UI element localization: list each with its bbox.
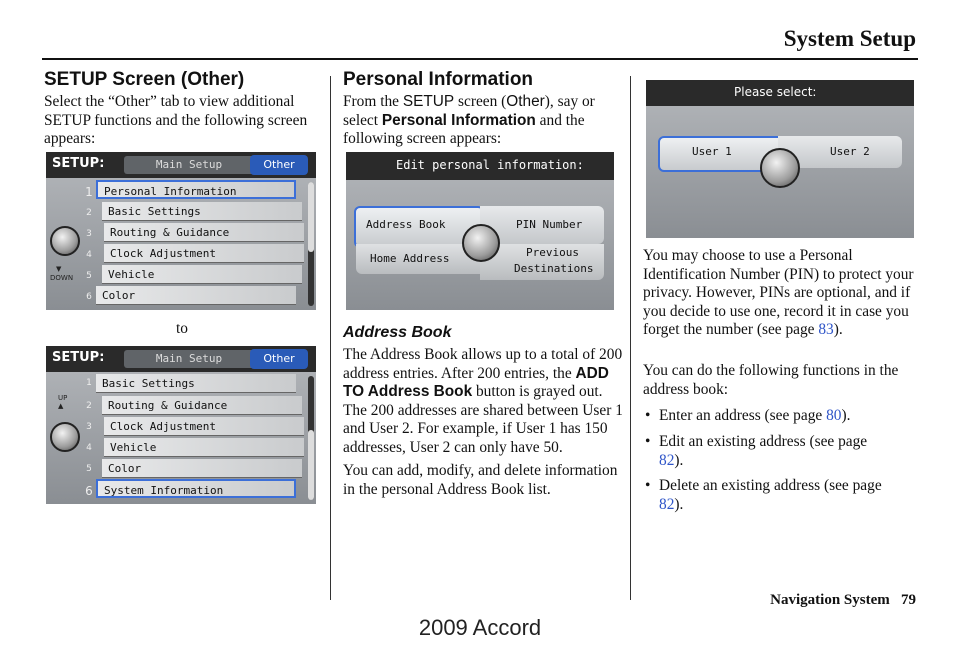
home-address-label: Home Address	[370, 252, 450, 265]
user-2-label: User 2	[830, 145, 870, 158]
pin-paragraph: You may choose to use a Personal Identification Number (PIN) to protect your privacy. However, PINs are optional, and if you decide to use one, record it in case you forget the number (see page 83).	[643, 247, 914, 339]
section-heading-personal-information: Personal Information	[343, 69, 534, 90]
bullet: •	[645, 407, 651, 424]
menu-item-system-information[interactable]: System Information	[96, 479, 296, 498]
list-item: Delete an existing address (see page 82).	[659, 477, 882, 513]
screen-title: Please select:	[734, 85, 817, 99]
column-divider	[330, 76, 331, 600]
menu-item-clock-adjustment[interactable]: Clock Adjustment	[104, 244, 304, 263]
menu-item-vehicle[interactable]: Vehicle	[104, 438, 304, 457]
selector-knob[interactable]	[50, 422, 80, 452]
scrollbar[interactable]	[308, 182, 314, 306]
header-rule	[42, 58, 918, 60]
user-select-screen	[646, 80, 914, 238]
destinations-label: Destinations	[514, 262, 594, 275]
item-number: 1	[85, 185, 93, 199]
page-link[interactable]: 82	[659, 451, 675, 469]
screen-title: Edit personal information:	[396, 158, 584, 172]
page-link[interactable]: 80	[826, 407, 842, 424]
scrollbar[interactable]	[308, 376, 314, 500]
to-label: to	[176, 320, 188, 337]
bullet: •	[645, 477, 651, 494]
setup-other-screen-2	[46, 346, 316, 504]
menu-item-routing-guidance[interactable]: Routing & Guidance	[104, 223, 304, 242]
item-number: 6	[86, 292, 92, 302]
menu-item-color[interactable]: Color	[102, 459, 302, 478]
selector-knob[interactable]	[760, 148, 800, 188]
tab-other[interactable]: Other	[250, 155, 308, 175]
list-item: Edit an existing address (see page 82).	[659, 433, 868, 469]
page-number: 79	[901, 592, 916, 608]
menu-item-basic-settings[interactable]: Basic Settings	[102, 202, 302, 221]
menu-item-color[interactable]: Color	[96, 286, 296, 305]
personal-information-intro: From the SETUP screen (Other), say or select Personal Information and the following screen appears:	[343, 93, 595, 148]
pin-number-label: PIN Number	[516, 218, 583, 231]
item-number: 3	[86, 422, 92, 432]
sub-heading-address-book: Address Book	[343, 324, 452, 341]
bullet: •	[645, 433, 651, 450]
menu-item-personal-information[interactable]: Personal Information	[96, 180, 296, 199]
setup-other-intro: Select the “Other” tab to view additional SETUP functions and the following screen appears:	[44, 93, 308, 148]
menu-item-clock-adjustment[interactable]: Clock Adjustment	[104, 417, 304, 436]
edit-personal-information-screen	[346, 152, 614, 310]
item-number: 6	[85, 484, 93, 498]
menu-item-routing-guidance[interactable]: Routing & Guidance	[102, 396, 302, 415]
tab-other[interactable]: Other	[250, 349, 308, 369]
item-number: 2	[86, 401, 92, 411]
tab-main-setup[interactable]: Main Setup	[124, 156, 254, 174]
screen-title: SETUP:	[52, 156, 105, 171]
footer-section: Navigation System	[770, 592, 890, 608]
tab-main-setup[interactable]: Main Setup	[124, 350, 254, 368]
item-number: 5	[86, 271, 92, 281]
item-number: 3	[86, 229, 92, 239]
page-link[interactable]: 83	[818, 321, 834, 339]
selector-knob[interactable]	[462, 224, 500, 262]
section-heading-setup-other: SETUP Screen (Other)	[44, 69, 245, 90]
address-book-paragraph: The Address Book allows up to a total of 200 address entries. After 200 entries, the ADD TO Address Book button is grayed out. The 200 addresses are shared between User 1 and User 2. For example, if User 1 has 150 addresses, User 2 can only have 50.	[343, 346, 623, 456]
item-number: 4	[86, 443, 92, 453]
item-number: 5	[86, 464, 92, 474]
user-1-label: User 1	[692, 145, 732, 158]
menu-item-vehicle[interactable]: Vehicle	[102, 265, 302, 284]
menu-item-basic-settings[interactable]: Basic Settings	[96, 374, 296, 393]
address-book-label: Address Book	[366, 218, 446, 231]
setup-other-screen-1	[46, 152, 316, 310]
page-link[interactable]: 82	[659, 495, 675, 513]
footer-brand: 2009 Accord	[418, 615, 542, 640]
column-divider	[630, 76, 631, 600]
address-book-paragraph-2: You can add, modify, and delete information in the personal Address Book list.	[343, 462, 618, 498]
functions-intro: You can do the following functions in the address book:	[643, 362, 899, 398]
previous-label: Previous	[526, 246, 579, 259]
list-item: Enter an address (see page 80).	[659, 407, 851, 424]
item-number: 4	[86, 250, 92, 260]
selector-knob[interactable]	[50, 226, 80, 256]
up-label: UP	[58, 394, 68, 402]
item-number: 1	[86, 378, 92, 388]
down-arrow-icon: ▼	[56, 265, 62, 273]
item-number: 2	[86, 208, 92, 218]
page-title: System Setup	[783, 26, 916, 51]
down-label: DOWN	[50, 274, 74, 282]
page-footer	[770, 592, 916, 609]
up-arrow-icon: ▲	[58, 402, 64, 410]
screen-title: SETUP:	[52, 350, 105, 365]
